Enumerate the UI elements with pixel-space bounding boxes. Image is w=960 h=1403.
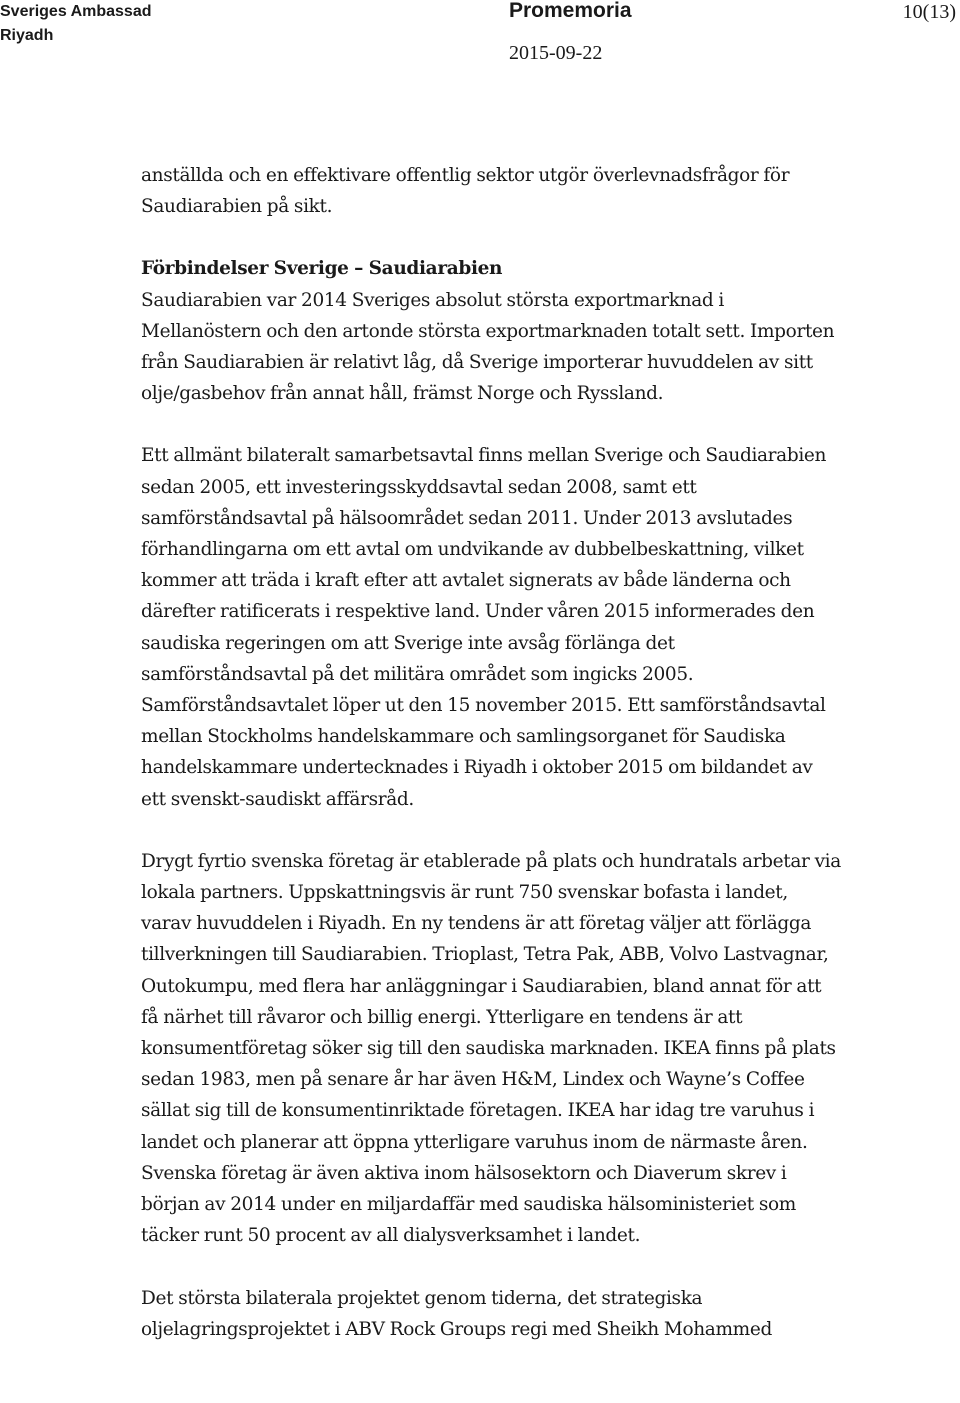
paragraph-spacer (141, 409, 841, 440)
sender-block (0, 0, 151, 48)
paragraph-project: Det största bilaterala projektet genom tiderna, det strategiska oljelagringsprojektet i ABV Rock Groups regi med Sheikh Mohammed (141, 1287, 772, 1340)
document-type: Promemoria (509, 0, 632, 22)
embassy-city: Riyadh (0, 27, 54, 44)
page-number: 10(13) (902, 1, 956, 23)
paragraph-spacer (141, 1252, 841, 1283)
embassy-name: Sveriges Ambassad (0, 3, 152, 20)
paragraph-companies: Drygt fyrtio svenska företag är etablerade på plats och hundratals arbetar via lokala partners. Uppskattningsvis är runt 750 svenskar bofasta i landet, varav huvuddelen i Riyadh. En ny tendens är att företag väljer att förlägga tillverkningen till Saudiarabien. Trioplast, Tetra Pak, ABB, Volvo Lastvagnar, Outokumpu, med flera har anläggningar i Saudiarabien, bland annat för att få närhet till råvaror och billig energi. Ytterligare en tendens är att konsumentföretag söker sig till den saudiska marknaden. IKEA finns på plats sedan 1983, men på senare år har även H&M, Lindex och Wayne’s Coffee sällat sig till de konsumentinriktade företagen. IKEA har idag tre varuhus i landet och planerar att öppna ytterligare varuhus inom de närmaste åren. Svenska företag är även aktiva inom hälsosektorn och Diaverum skrev i början av 2014 under en miljardaffär med saudiska hälsoministeriet som täcker runt 50 procent av all dialysverksamhet i landet. (141, 850, 841, 1247)
page-header (0, 0, 960, 70)
paragraph-spacer (141, 222, 841, 253)
paragraph-export: Saudiarabien var 2014 Sveriges absolut största exportmarknad i Mellanöstern och den artonde största exportmarknaden totalt sett. Importen från Saudiarabien är relativt låg, då Sverige importerar huvuddelen av sitt olje/gasbehov från annat håll, främst Norge och Ryssland. (141, 289, 835, 405)
section-heading: Förbindelser Sverige – Saudiarabien (141, 258, 503, 280)
document-body (141, 160, 841, 1345)
paragraph-spacer (141, 815, 841, 846)
continuation-paragraph: anställda och en effektivare offentlig sektor utgör överlevnadsfrågor för Saudiarabien på sikt. (141, 165, 790, 218)
document-date: 2015-09-22 (509, 42, 603, 64)
paragraph-agreements: Ett allmänt bilateralt samarbetsavtal finns mellan Sverige och Saudiarabien sedan 2005, ett investeringsskyddsavtal sedan 2008, samt ett samförståndsavtal på hälsoområdet sedan 2011. Under 2013 avslutades förhandlingarna om ett avtal om undvikande av dubbelbeskattning, vilket kommer att träda i kraft efter att avtalet signerats av både länderna och därefter ratificerats i respektive land. Under våren 2015 informerades den saudiska regeringen om att Sverige inte avsåg förlänga det samförståndsavtal på det militära området som ingicks 2005. Samförståndsavtalet löper ut den 15 november 2015. Ett samförståndsavtal mellan Stockholms handelskammare och samlingsorganet för Saudiska handelskammare undertecknades i Riyadh i oktober 2015 om bildandet av ett svenskt-saudiskt affärsråd. (141, 445, 827, 810)
